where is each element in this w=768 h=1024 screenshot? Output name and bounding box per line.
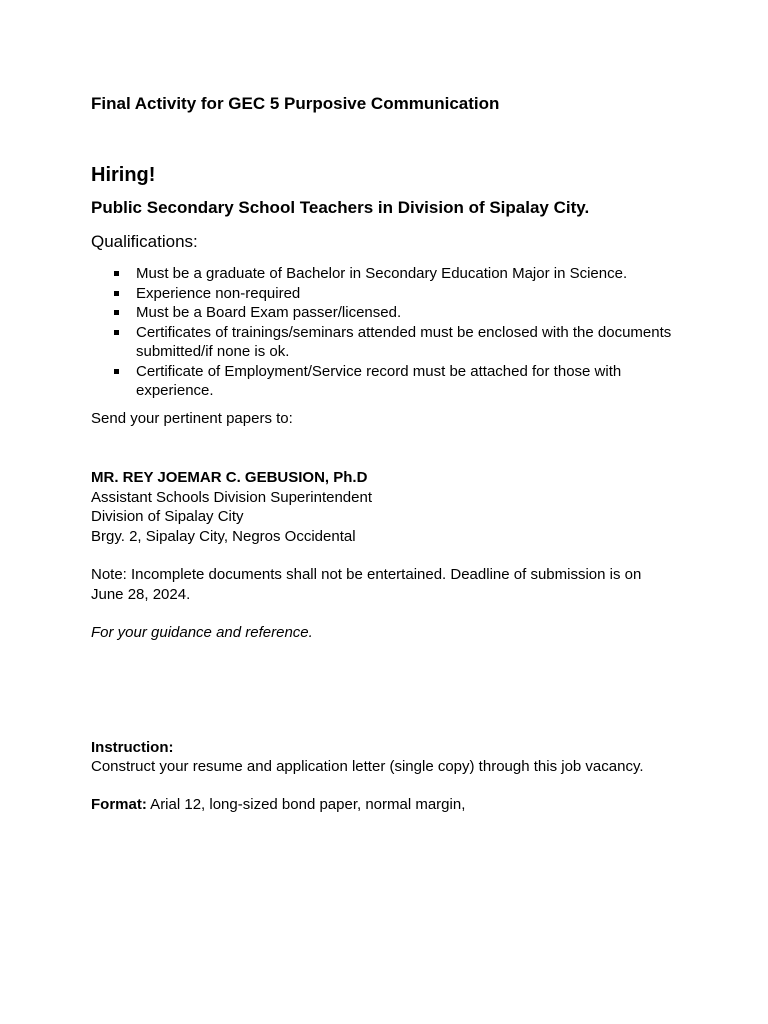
contact-address: Brgy. 2, Sipalay City, Negros Occidental bbox=[91, 527, 356, 545]
note-text: Note: Incomplete documents shall not be entertained. Deadline of submission is on June 28, 2024. bbox=[91, 566, 642, 603]
qualification-item bbox=[91, 264, 691, 284]
send-to-text: Send your pertinent papers to: bbox=[91, 410, 293, 427]
contact-office: Division of Sipalay City bbox=[91, 508, 244, 525]
contact-block bbox=[91, 468, 372, 546]
square-bullet-icon bbox=[114, 310, 119, 315]
qualifications-heading: Qualifications: bbox=[91, 232, 198, 251]
qualification-text: Certificates of trainings/seminars attended must be enclosed with the documents submitted/if none is ok. bbox=[136, 323, 672, 360]
qualification-item bbox=[91, 284, 691, 304]
contact-name: MR. REY JOEMAR C. GEBUSION, Ph.D bbox=[91, 469, 368, 486]
square-bullet-icon bbox=[114, 291, 119, 296]
document-title: Final Activity for GEC 5 Purposive Communication bbox=[91, 94, 500, 113]
position-title: Public Secondary School Teachers in Division of Sipalay City. bbox=[91, 198, 590, 217]
square-bullet-icon bbox=[114, 330, 119, 335]
qualification-item bbox=[91, 303, 691, 323]
format-text: Arial 12, long-sized bond paper, normal margin, bbox=[146, 796, 466, 813]
square-bullet-icon bbox=[114, 271, 119, 276]
qualification-item bbox=[91, 323, 691, 362]
qualification-item bbox=[91, 362, 691, 401]
format-label: Format: bbox=[91, 796, 147, 813]
square-bullet-icon bbox=[114, 369, 119, 374]
qualification-text: Certificate of Employment/Service record must be attached for those with experience. bbox=[136, 362, 622, 399]
guidance-text: For your guidance and reference. bbox=[91, 624, 313, 641]
qualification-text: Must be a graduate of Bachelor in Secondary Education Major in Science. bbox=[136, 265, 628, 282]
qualification-text: Must be a Board Exam passer/licensed. bbox=[136, 304, 402, 321]
instruction-label: Instruction: bbox=[91, 739, 174, 756]
instruction-text: Construct your resume and application letter (single copy) through this job vacancy. bbox=[91, 758, 644, 775]
qualifications-list bbox=[91, 264, 691, 401]
format-line bbox=[91, 795, 465, 815]
qualification-text: Experience non-required bbox=[136, 284, 301, 302]
hiring-headline: Hiring! bbox=[91, 164, 156, 186]
contact-role: Assistant Schools Division Superintendent bbox=[91, 488, 372, 506]
